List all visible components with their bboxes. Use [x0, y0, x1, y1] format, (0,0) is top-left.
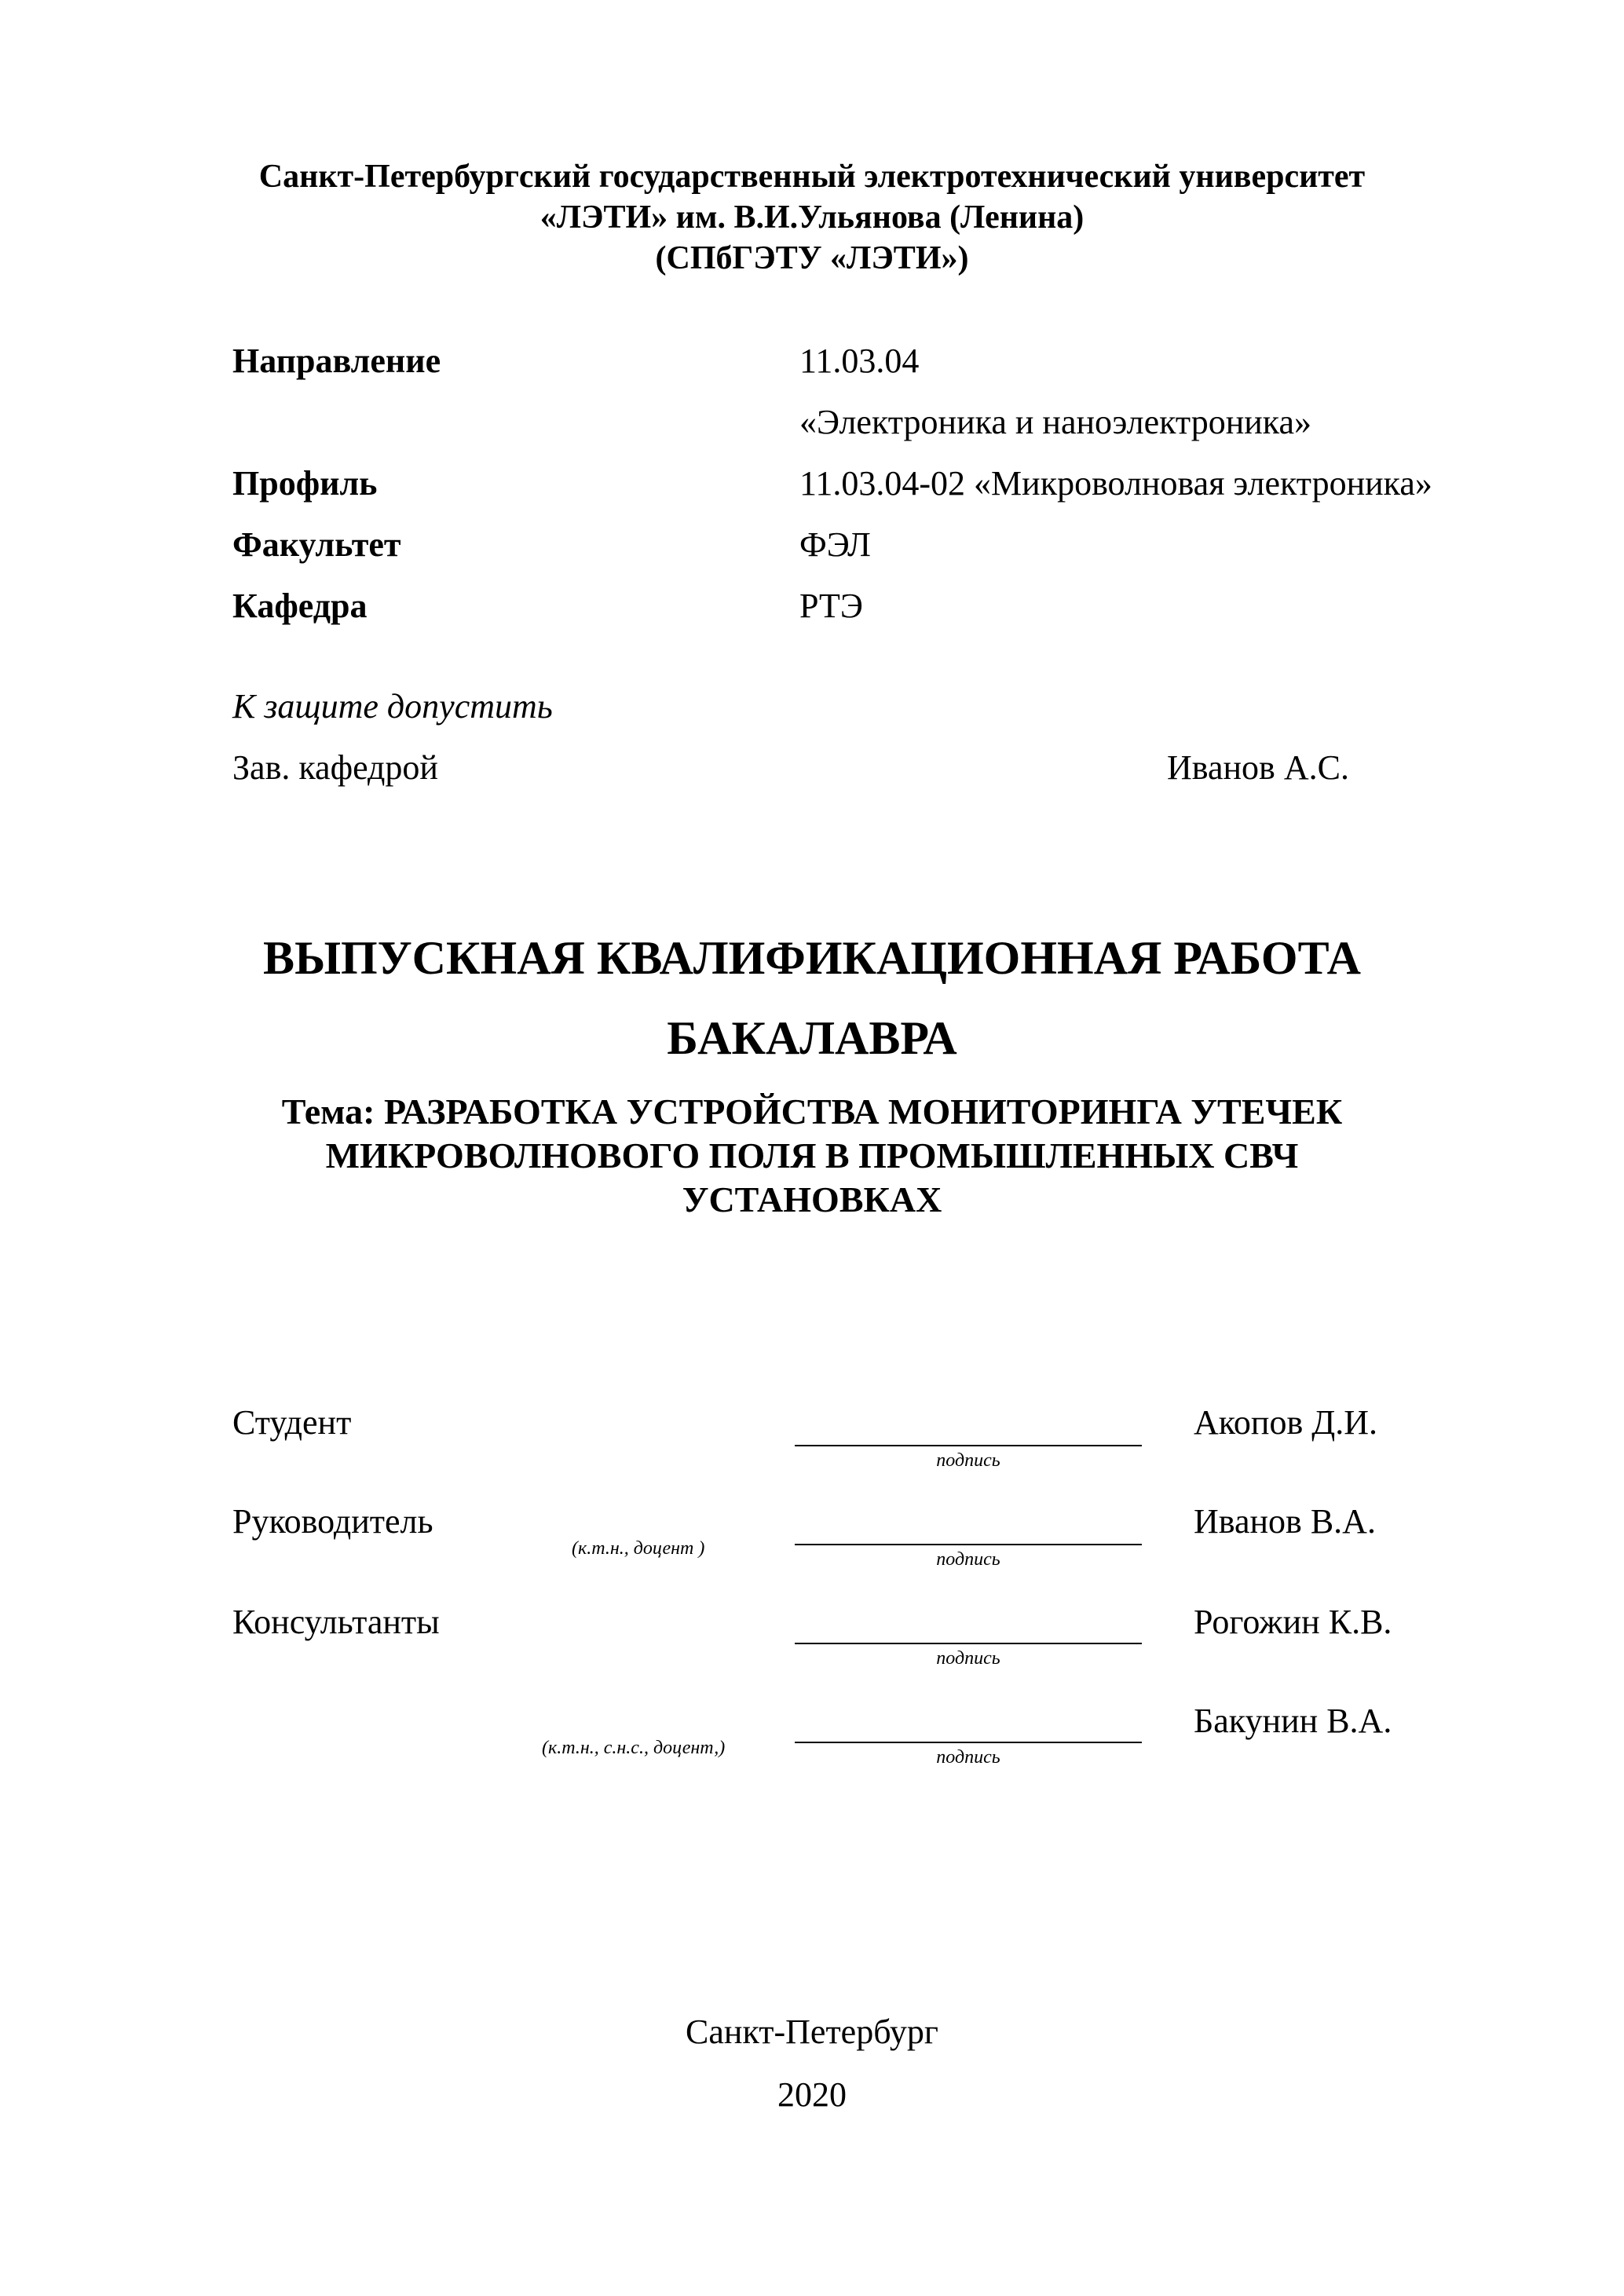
- direction-name: «Электроника и наноэлектроника»: [799, 403, 1312, 441]
- supervisor-signature-caption: подпись: [936, 1549, 1000, 1570]
- department-head-name: Иванов А.С.: [1167, 748, 1349, 787]
- direction-code: 11.03.04: [799, 342, 920, 380]
- supervisor-name: Иванов В.А.: [1194, 1502, 1376, 1541]
- supervisor-signature-line: [795, 1544, 1142, 1545]
- department-label: Кафедра: [232, 587, 368, 625]
- supervisor-label: Руководитель: [232, 1502, 433, 1541]
- supervisor-degree: (к.т.н., доцент ): [572, 1538, 705, 1559]
- admission-note: К защите допустить: [232, 687, 553, 726]
- consultant-1-name: Рогожин К.В.: [1194, 1603, 1392, 1641]
- profile-value: 11.03.04-02 «Микроволновая электроника»: [799, 464, 1432, 503]
- consultant-1-signature-caption: подпись: [936, 1648, 1000, 1669]
- consultant-2-signature-caption: подпись: [936, 1747, 1000, 1768]
- university-name: Санкт-Петербургский государственный электротехнический университет: [258, 159, 1366, 195]
- student-signature-line: [795, 1445, 1142, 1446]
- footer-city: Санкт-Петербург: [686, 2013, 938, 2051]
- topic-line-3: УСТАНОВКАХ: [682, 1179, 942, 1219]
- department-value: РТЭ: [799, 587, 863, 625]
- topic-line-2: МИКРОВОЛНОВОГО ПОЛЯ В ПРОМЫШЛЕННЫХ СВЧ: [325, 1135, 1299, 1175]
- consultants-label: Консультанты: [232, 1603, 440, 1641]
- university-short-name: «ЛЭТИ» им. В.И.Ульянова (Ленина): [540, 199, 1084, 236]
- consultant-2-signature-line: [795, 1742, 1142, 1743]
- university-abbreviation: (СПбГЭТУ «ЛЭТИ»): [655, 240, 969, 276]
- student-name: Акопов Д.И.: [1194, 1403, 1378, 1442]
- faculty-label: Факультет: [232, 525, 401, 564]
- topic-line-1: Тема: РАЗРАБОТКА УСТРОЙСТВА МОНИТОРИНГА УТЕЧЕК: [281, 1091, 1343, 1132]
- work-title: ВЫПУСКНАЯ КВАЛИФИКАЦИОННАЯ РАБОТА: [263, 932, 1361, 984]
- direction-label: Направление: [232, 342, 441, 380]
- work-degree: БАКАЛАВРА: [667, 1012, 957, 1064]
- student-signature-caption: подпись: [936, 1450, 1000, 1471]
- faculty-value: ФЭЛ: [799, 525, 871, 564]
- consultant-2-name: Бакунин В.А.: [1194, 1702, 1392, 1740]
- department-head-label: Зав. кафедрой: [232, 748, 438, 787]
- student-label: Студент: [232, 1403, 352, 1442]
- consultant-2-degree: (к.т.н., с.н.с., доцент,): [542, 1738, 726, 1758]
- profile-label: Профиль: [232, 464, 378, 503]
- footer-year: 2020: [777, 2075, 847, 2114]
- consultant-1-signature-line: [795, 1643, 1142, 1644]
